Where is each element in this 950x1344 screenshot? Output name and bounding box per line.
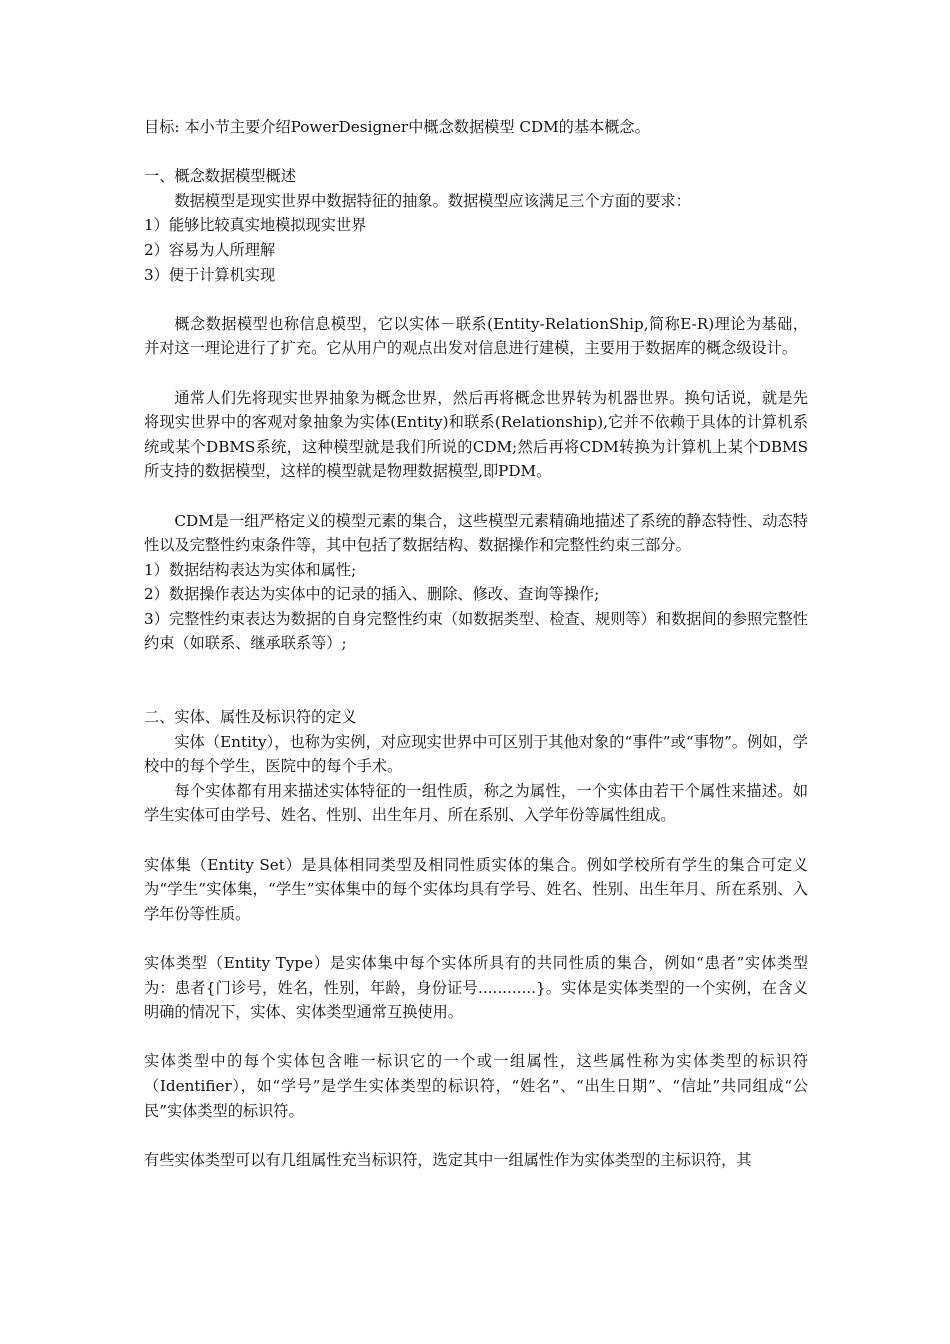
identifier-paragraph: 实体类型中的每个实体包含唯一标识它的一个或一组属性，这些属性称为实体类型的标识符（Identifier），如“学号”是学生实体类型的标识符，“姓名”、“出生日期”、“信址”共同组成“公民”实体类型的标识符。 <box>144 1052 808 1120</box>
cdm-part-item: 2）数据操作表达为实体中的记录的插入、删除、修改、查询等操作; <box>144 585 600 604</box>
entity-set-paragraph: 实体集（Entity Set）是具体相同类型及相同性质实体的集合。例如学校所有学生的集合可定义为“学生”实体集，“学生”实体集中的每个实体均具有学号、姓名、性别、出生年月、所在系别、入学年份等性质。 <box>144 855 808 923</box>
spacer <box>144 361 808 386</box>
spacer <box>144 1025 808 1050</box>
requirement-item: 1）能够比较真实地模拟现实世界 <box>144 216 367 235</box>
spacer <box>144 828 808 853</box>
entity-type-paragraph: 实体类型（Entity Type）是实体集中每个实体所具有的共同性质的集合，例如“患者”实体类型为：患者{门诊号，姓名，性别，年龄，身份证号............}。实体是实体类型的一个实例，在含义明确的情况下，实体、实体类型通常互换使用。 <box>144 954 808 1022</box>
spacer <box>144 484 808 509</box>
section1-intro: 数据模型是现实世界中数据特征的抽象。数据模型应该满足三个方面的要求： <box>174 191 691 210</box>
primary-identifier-paragraph: 有些实体类型可以有几组属性充当标识符，选定其中一组属性作为实体类型的主标识符，其 <box>144 1150 752 1169</box>
spacer <box>144 926 808 951</box>
cdm-part-item: 1）数据结构表达为实体和属性; <box>144 560 357 579</box>
section1-heading: 一、概念数据模型概述 <box>144 167 296 186</box>
spacer <box>144 1123 808 1148</box>
spacer <box>144 287 808 312</box>
attributes-paragraph: 每个实体都有用来描述实体特征的一组性质，称之为属性，一个实体由若干个属性来描述。如学生实体可由学号、姓名、性别、出生年月、所在系别、入学年份等属性组成。 <box>144 781 808 825</box>
requirement-item: 3）便于计算机实现 <box>144 265 276 284</box>
spacer <box>144 140 808 165</box>
cdm-elements-paragraph: CDM是一组严格定义的模型元素的集合，这些模型元素精确地描述了系统的静态特性、动态特性以及完整性约束条件等，其中包括了数据结构、数据操作和完整性约束三部分。 <box>144 511 808 555</box>
cdm-definition-paragraph: 概念数据模型也称信息模型，它以实体－联系(Entity-RelationShip,简称E-R)理论为基础，并对这一理论进行了扩充。它从用户的观点出发对信息进行建模，主要用于数据库的概念级设计。 <box>144 314 808 358</box>
goal-line: 目标: 本小节主要介绍PowerDesigner中概念数据模型 CDM的基本概念。 <box>144 118 650 136</box>
entity-paragraph: 实体（Entity），也称为实例，对应现实世界中可区别于其他对象的“事件”或“事物”。例如，学校中的每个学生，医院中的每个手术。 <box>144 732 808 776</box>
spacer <box>144 656 808 705</box>
requirement-item: 2）容易为人所理解 <box>144 240 276 259</box>
section2-heading: 二、实体、属性及标识符的定义 <box>144 708 357 727</box>
cdm-abstraction-paragraph: 通常人们先将现实世界抽象为概念世界，然后再将概念世界转为机器世界。换句话说，就是先将现实世界中的客观对象抽象为实体(Entity)和联系(Relationship),它并不依赖于具体的计算机系统或某个DBMS系统，这种模型就是我们所说的CDM;然后再将CDM转换为计算机上某个DBMS所支持的数据模型，这样的模型就是物理数据模型,即PDM。 <box>144 388 808 481</box>
cdm-part-item: 3）完整性约束表达为数据的自身完整性约束（如数据类型、检查、规则等）和数据间的参照完整性约束（如联系、继承联系等）; <box>144 609 808 653</box>
document-page <box>144 115 808 1172</box>
